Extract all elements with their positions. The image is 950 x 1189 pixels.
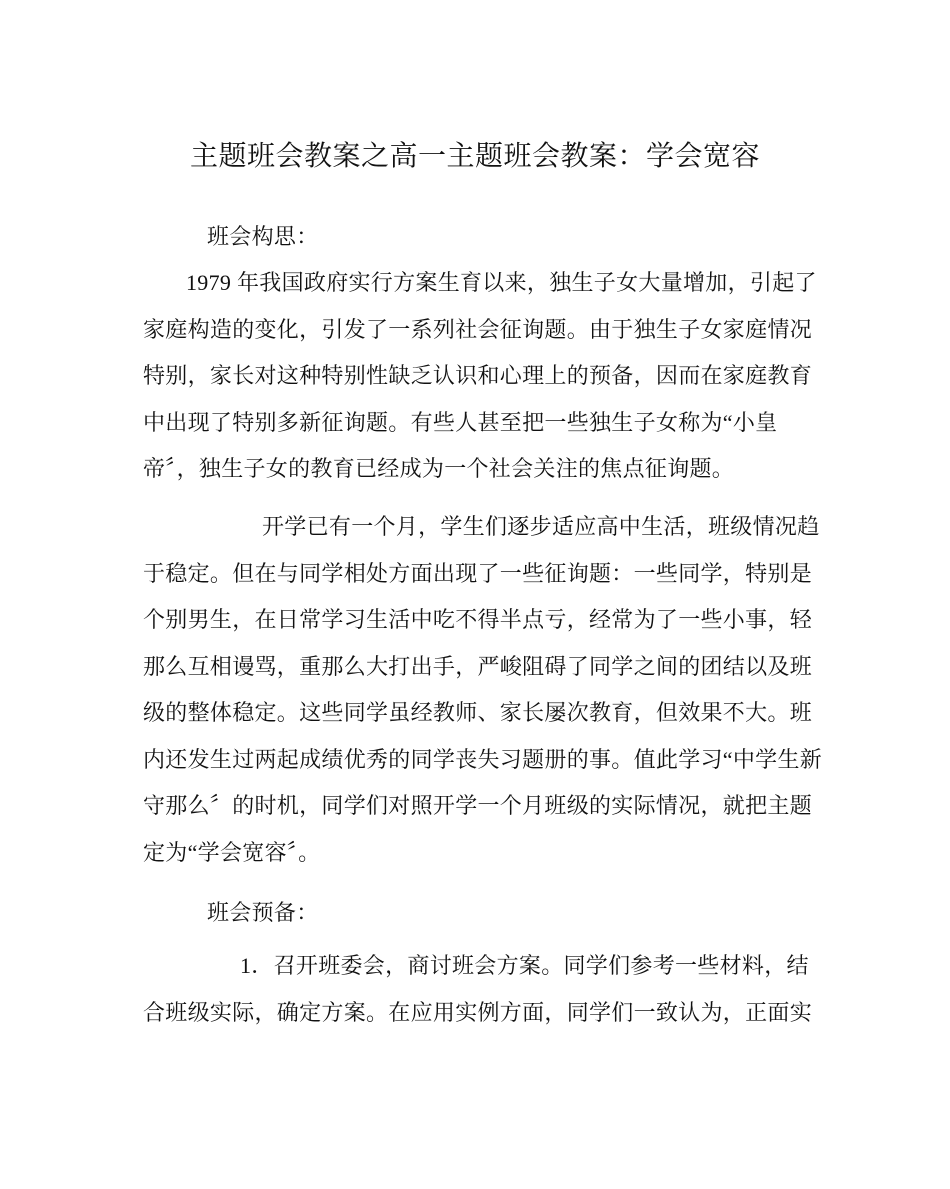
- text-line: 1979 年我国政府实行方案生育以来，独生子女大量增加，引起了: [186, 270, 817, 295]
- text-line: 开学已有一个月，学生们逐步适应高中生活，班级情况趋: [262, 514, 820, 539]
- heading-preparation: 班会预备：: [207, 900, 319, 925]
- text-line: 级的整体稳定。这些同学虽经教师、家长屡次教育，但效果不大。班: [143, 700, 813, 725]
- text-line: 内还发生过两起成绩优秀的同学丧失习题册的事。值此学习“中学生新: [143, 746, 823, 772]
- document-title: 主题班会教案之高一主题班会教案：学会宽容: [189, 141, 760, 172]
- text-line: 个别男生，在日常学习生活中吃不得半点亏，经常为了一些小事，轻: [143, 607, 813, 632]
- text-line: 特别，家长对这种特别性缺乏认识和心理上的预备，因而在家庭教育: [143, 363, 813, 388]
- text-line: 那么互相谩骂，重那么大打出手，严峻阻碍了同学之间的团结以及班: [143, 653, 813, 679]
- text-line: 1．召开班委会，商讨班会方案。同学们参考一些材料，结: [240, 953, 809, 978]
- text-line: 于稳定。但在与同学相处方面出现了一些征询题：一些同学，特别是: [143, 560, 813, 586]
- text-line: 合班级实际，确定方案。在应用实例方面，同学们一致认为，正面实: [143, 999, 813, 1025]
- text-line: 中出现了特别多新征询题。有些人甚至把一些独生子女称为“小皇: [143, 409, 778, 435]
- text-line: 定为“学会宽容〞。: [143, 839, 321, 865]
- text-line: 守那么〞的时机，同学们对照开学一个月班级的实际情况，就把主题: [143, 793, 813, 818]
- text-line: 帝〞，独生子女的教育已经成为一个社会关注的焦点征询题。: [143, 456, 735, 481]
- text-line: 家庭构造的变化，引发了一系列社会征询题。由于独生子女家庭情况: [143, 316, 813, 342]
- heading-concept: 班会构思：: [207, 224, 319, 249]
